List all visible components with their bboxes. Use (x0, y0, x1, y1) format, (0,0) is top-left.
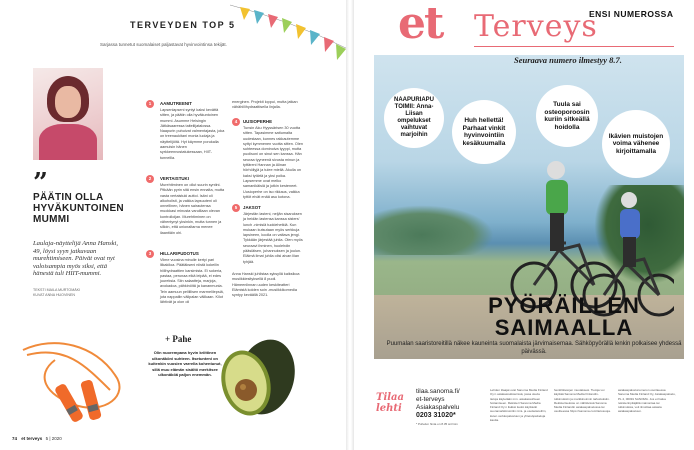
item-2-title: VERTAISTUKI (160, 176, 189, 181)
contact-service: Asiakaspalvelu (416, 404, 460, 411)
item-4-text: Tunsin Aku Hyyssärisen 30 vuotta sitten. Tapasimme sattumalta uudestaan, kunnes rakkautemme syttyi kymmenen vuotta sitten. Olen suhteessa dominoiva tyyppi, mutta puolisoni on sinut sen kanssa. Hän seuraa tyyneenä sivusta minun ja tyttäreni Hannan ja Alinan hörhöilyjä ja tulee mieliä. Akulla on kaksi tytärtä ja yksi poika. Lapsemme ovat melko samanikäisiä ja jotkin kesteneet. Uusioperhe on iso rikkaus, vaikka tyttöt eivät enää asu kotona. (243, 126, 303, 199)
legal-column-2: henkilötietojen muutaksesi. Tietoja voi käyttää Sanoma Media Finlandin-tutkimuksiin ja markkinoinnin tarkoituksiin. Rekisteriseloste on nähtävissä Sanoma Media Finlandin asiakaspalvelussa tai osoitteessa https://sanoma.com/tietosuoja. (554, 388, 611, 414)
contact-phone: 0203 31020* (416, 412, 456, 419)
teaser-bubble-2: Huh hellettä! Parhaat vinkit hyvinvointiin kesäkuumalla (452, 100, 516, 164)
item-4-title: UUSIOPERHE (243, 119, 273, 124)
jump-rope-image (15, 335, 135, 425)
folio (12, 436, 62, 441)
item-3-badge: 3 (146, 250, 154, 258)
page-number: 74 (12, 436, 18, 441)
feature-title-line-1: PYÖRÄILLEN (488, 293, 640, 318)
vice-text: Olin nuorempana hyvin kriittinen ulkonäköni suhteen. Itsetunteni on kuitenkin vuosien varrella kohentunut, sillä muu elämän sisältö merkitsee ulkonäköä paljon enemmän. (148, 350, 222, 378)
logo-et: et (398, 0, 443, 49)
magazine-name: et terveys (21, 436, 43, 441)
subscribe-label: Tilaa lehti (376, 392, 404, 414)
author-portrait (33, 68, 103, 160)
next-issue-date: Seuraava numero ilmestyy 8.7. (514, 55, 622, 65)
logo-rule (474, 46, 674, 47)
bunting-decoration (230, 0, 346, 70)
feature-title-line-2: SAIMAALLA (494, 315, 634, 340)
item-3-text: Viime vuosina minulle kertyi pari liikakiloa. Päätäkseni niistä kokeilin hiilihydraattien karsimista. Ei sokeria, pastaa, perunaa eikä leipää, ei edes juureksia. Siin salaatteja, marjoja, avokadoa, pähkinöitä ja kananmunia. Tein aamuun peliillisen marmelilepsiä, jota nappailin välipalan välikaan. Kilot lähtivät ja olon oli (160, 258, 224, 305)
left-page (0, 0, 346, 450)
credit-photos: KUVAT ANNA HUOVINEN (33, 293, 75, 297)
spread-gutter (346, 0, 354, 450)
item-2-text: Murehtiminen on ollut suurin syntini. Pitkään pyrin sitä ensin ennalta, mutta vasta vertaistuki auttoi. Isäni oli alkoholisti, ja vaikka lapsuuteni oli onnellinen, hänen sairautensa muokkasi minusta varuillaan olevan kontrolloijan. Murehtiminen on vähentynyt yksinkin, mutta tunnen ja silloin, että unionaltarna menee ilaantiäin ohi. (160, 183, 225, 235)
right-page (354, 0, 694, 450)
item-5-badge: 5 (232, 204, 240, 212)
teaser-bubble-4: Ikävien muistojen voima vähenee kirjoittamalla (602, 110, 670, 178)
feature-title (444, 295, 684, 339)
quote-mark: ” (33, 168, 48, 198)
vice-heading: + Pahe (165, 334, 192, 344)
energy-text: energinen. Projekti loppui, mutta jatkan vähähiilihydraattisella linjalla. (232, 100, 298, 110)
contact-note: * Puhelun hinta on 8.35 snt/min (416, 422, 458, 426)
teaser-bubble-1: NAAPURIAPU TOIMII: Anna-Liisan ompelukset vaihtuvat marjoihin (384, 88, 444, 148)
logo-terveys: Terveys (474, 9, 598, 44)
avocado-image (216, 335, 296, 420)
item-1-title: AAMUTREENIT (160, 101, 192, 106)
credit-text: TEKSTI MAILA MURTOMÄKI (33, 288, 80, 292)
contact-url[interactable]: tilaa.sanoma.fi/ (416, 388, 460, 395)
item-3-title: HILLARIPUDOTUS (160, 251, 199, 256)
credits (33, 288, 133, 298)
legal-column-1: Lehden tilaajat ovat Sanoma Media Finland Oy:n asiakasrekisterissä, jossa olevia tietoja käytetään mm. asiakassuhteen hoitamiseen. Rekisteri Sanoma Media Finland Oy:n lisäksi tiedot käyttävät suoramarkkinointiin nimi- ja osoitetietoihin, kuten verkkopalveluun ja yhteisöpalveluja kautta. (490, 388, 548, 423)
item-2-badge: 2 (146, 175, 154, 183)
contact-block (416, 388, 460, 428)
next-issue-banner: ENSI NUMEROSSA (589, 9, 674, 19)
headline: PÄÄTIN OLLA HYVÄKUNTOINEN MUMMI (33, 192, 124, 225)
teaser-bubble-3: Tuula sai osteoporoosin kuriin sitkeällä hoidolla (536, 85, 598, 147)
issue: 5 | 2020 (45, 436, 62, 441)
item-4-badge: 4 (232, 118, 240, 126)
contact-brand: et-terveys (416, 396, 445, 403)
item-1-text: Lapsenlapseni syntyi kaksi kevättä sitten, ja päätin olla hyväkuntoinen mummi. Asumme Helsingin Jätkäsaaressa taiteilijatalossa. Naapurin puhuivat valmentajasta, joka on treenaukitani monia luolaja ja näyttelijöitä. Hyt käymme porukalla aamuisin hänen syrkkeennostatukessaan, HIIT-tunneilla. (160, 108, 225, 160)
feature-caption: Puumalan saaristoreitillä näkee kauneinta suomalaista järvimaisemaa. Sähköpyörällä lenkin polkaisee yhdessä päivässä. (386, 341, 682, 355)
legal-column-3: asiakaspalvelunumeron osoitteessa Sanoma Media Finland Oy, Asiakaspalvelu, PL 4, 00091 SANOMA. Jos et halua rekisterinpitäjältä mainontaa tai tutkimuksia, voit ilmoittaa asiasta asiakaspalveluun. (618, 388, 676, 414)
section-subtitle: Sarjassa tunnetut suomalaiset paljastavat hyvinvointinsa tekijät. (100, 42, 227, 47)
item-1-badge: 1 (146, 100, 154, 108)
item-5-title: JAKSOT (243, 205, 261, 210)
section-title: TERVEYDEN TOP 5 (130, 20, 236, 30)
lede-text: Laulaja-näyttelijä Anna Hanski, 49, löysi syyn jatkuvaan murehtimiseen. Päivät ovat nyt valoisampia myös siksi, että hänestä tuli HIIT-mummi. (33, 240, 119, 278)
item-5-text: Järjestän lasteni, neljän sisaruksen ja heidän lastensa kanssa sisters' lunch -nimisiä tuokiehetkiä. Kun mukaan kutsutaan myös serkkuja lapsineen, koolla on valtava jengi. Tykkään järjestää juhlia. Olen myös seuraavi ihminen, huolehdin pääsiäisen, juhannuksen ja joulun. Eläimä ilmat juhlia olisi aivan liian tyhjää. (243, 212, 303, 264)
closing-text: Anna Hanski juhlistaa syksyllä kaiksikoa musiikkiesityksellä 8 puoli. Hämeenlinnan uuden keskiteatteri Elämistä kolden soin -musiikkikomedia syntyy keväällä 2021. (232, 272, 300, 298)
